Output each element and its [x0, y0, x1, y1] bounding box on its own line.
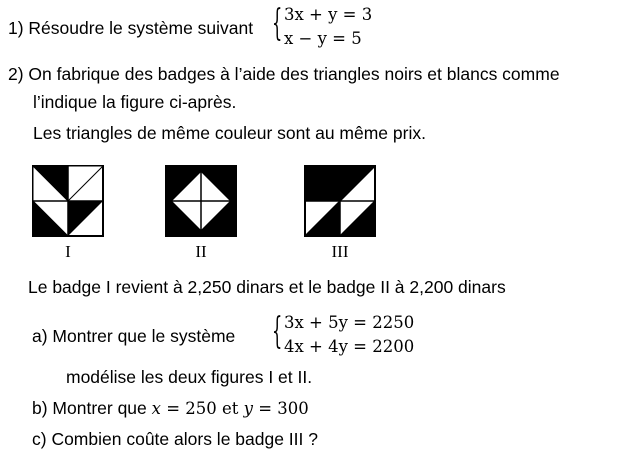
badge-1-label: I: [65, 242, 71, 261]
question-1-label: 1) Résoudre le système suivant: [8, 18, 254, 38]
question-2-line-2: l’indique la figure ci-après.: [33, 92, 237, 112]
system-1-eq-1: 3x + y = 3: [284, 5, 373, 24]
brace-icon: {: [272, 311, 283, 352]
cost-statement: Le badge I revient à 2,250 dinars et le badge II à 2,200 dinars: [28, 277, 506, 297]
question-2-line-3: Les triangles de même couleur sont au même prix.: [33, 123, 426, 143]
brace-icon: {: [272, 3, 283, 44]
question-2-line-1: 2) On fabrique des badges à l’aide des triangles noirs et blancs comme: [8, 64, 560, 84]
system-1-eq-2: x − y = 5: [284, 29, 362, 48]
system-2-eq-1: 3x + 5y = 2250: [284, 313, 415, 332]
part-b: [32, 397, 309, 420]
badge-1-figure: [32, 165, 104, 237]
part-b-y: y: [243, 399, 253, 418]
part-b-prefix: b) Montrer que: [32, 398, 152, 418]
badge-3-label: III: [331, 242, 349, 261]
part-c: c) Combien coûte alors le badge III ?: [32, 429, 318, 449]
system-2-eq-2: 4x + 4y = 2200: [284, 337, 415, 356]
part-b-x: x: [151, 399, 161, 418]
part-a-line-2: modélise les deux figures I et II.: [66, 367, 313, 387]
part-b-mid-1: = 250 et: [160, 399, 244, 418]
part-b-mid-2: = 300: [252, 399, 309, 418]
badge-3-figure: [304, 165, 376, 237]
badge-2-label: II: [195, 242, 207, 261]
part-a-label: a) Montrer que le système: [32, 326, 236, 346]
badge-2-figure: [165, 165, 237, 237]
